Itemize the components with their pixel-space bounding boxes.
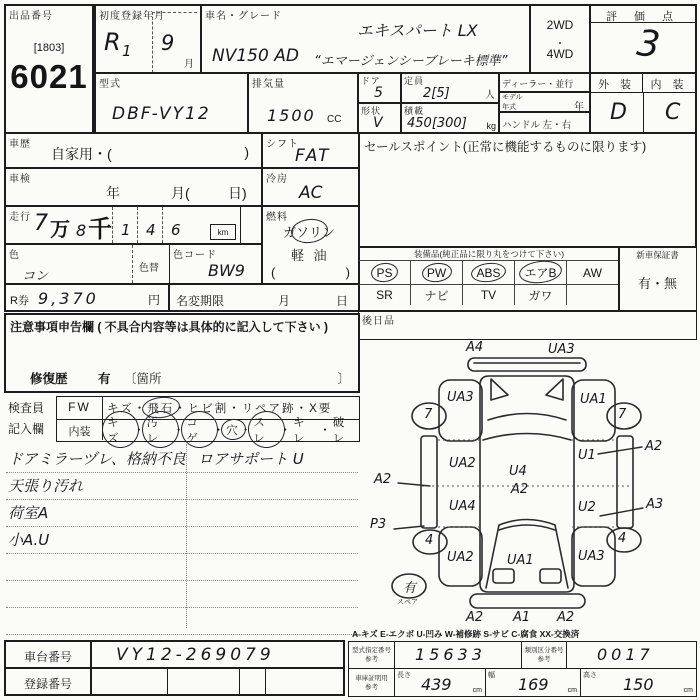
load-value: 450[300]: [407, 116, 467, 131]
dealer-cell: [498, 72, 591, 93]
capacity-value: 2[5]: [423, 86, 450, 101]
inspection-term: コゲ: [186, 414, 212, 446]
shift-cell: [261, 132, 360, 169]
damage-mark: 有: [403, 581, 417, 596]
spare-tire-label: スペア: [397, 599, 418, 606]
inspection-term: ヒビ割: [187, 403, 229, 415]
notes-vertical-divider: [186, 444, 187, 628]
color-change-label: 色替: [139, 263, 159, 274]
inspection-term: 汚レ: [147, 414, 173, 446]
car-name-label: 車名・グレード: [205, 11, 282, 22]
type-class-row: [348, 641, 697, 669]
equipment-item: PW: [411, 260, 463, 284]
history-value: 自家用・(: [51, 146, 112, 162]
fuel-gas-circled: ソリ: [296, 222, 322, 241]
damage-diagram: [352, 336, 700, 628]
garage-label: 車庫証明用: [355, 675, 388, 682]
separator-dot: ・: [133, 403, 148, 415]
note-row: [6, 446, 358, 473]
model-code-value: DBF-VY12: [112, 104, 211, 124]
lot-number-label: 出品番号: [9, 11, 53, 22]
recycle-label: R券: [10, 295, 29, 307]
inspection-term: スレ: [253, 414, 279, 446]
inspection-month: 月(: [171, 185, 190, 201]
fuel-cell: [261, 205, 360, 285]
color-change-cell: [132, 245, 170, 283]
car-note-value: “エマージェンシーブレーキ標準”: [314, 54, 508, 69]
registration-divider-3: [265, 669, 266, 694]
type-no-ref: 参考: [365, 656, 378, 663]
recycle-value: 9,370: [38, 289, 99, 308]
color-label: 色: [9, 250, 20, 261]
note-row: [6, 527, 358, 554]
car-model-value: NV150 AD: [212, 46, 299, 66]
mileage-digit: 4: [146, 221, 156, 239]
displacement-unit: CC: [327, 114, 342, 125]
registration-number-label: 登録番号: [6, 669, 92, 694]
equipment-item: ナビ: [411, 284, 463, 305]
type-no-value: 15633: [415, 645, 486, 664]
damage-mark: U2: [578, 500, 596, 515]
first-reg-year: 1: [122, 42, 132, 60]
model-year-label-2: 年式: [502, 104, 516, 111]
class-no-ref: 参考: [537, 656, 551, 663]
damage-mark: U1: [578, 448, 596, 463]
inspection-year: 年: [106, 185, 120, 201]
inspector-label-1: 検査員: [8, 401, 45, 415]
doors-cell: [357, 72, 402, 104]
inspection-term: 飛石: [147, 400, 174, 416]
damage-mark: A2: [645, 439, 663, 454]
model-code-cell: [94, 72, 249, 134]
length-label: 長さ: [397, 672, 411, 679]
type-no-label-cell: [349, 642, 395, 668]
dealer-label: ディーラー・並行: [502, 79, 574, 89]
note-text-left: 荷室A: [8, 504, 49, 522]
inspection-term: X要: [309, 403, 333, 415]
equipment-item: PS: [359, 260, 411, 284]
separator-dot: ・: [295, 403, 310, 415]
class-no-label-cell: [521, 642, 567, 668]
width-cell: [486, 669, 581, 696]
inspection-term: リペア跡: [241, 403, 296, 415]
width-label: 幅: [488, 672, 495, 679]
damage-mark: UA3: [578, 549, 605, 564]
type-no-label: 型式指定番号: [352, 647, 391, 654]
interior-grade: C: [665, 100, 681, 125]
damage-mark: UA2: [449, 456, 476, 471]
inspector-label-2: 記入欄: [8, 422, 45, 436]
note-row: [6, 554, 358, 581]
length-unit: cm: [472, 687, 482, 694]
separator-dot: ・: [174, 403, 188, 415]
exterior-grade: D: [610, 100, 627, 125]
drive-2wd: 2WD: [546, 18, 574, 32]
history-close-paren: ): [244, 144, 249, 160]
shift-value: FAT: [295, 146, 331, 166]
height-label: 高さ: [583, 672, 597, 679]
color-row: [4, 243, 263, 285]
chassis-number-value: VY12-269079: [116, 645, 275, 665]
garage-label-cell: [349, 669, 395, 696]
warranty-cell: [618, 246, 697, 312]
handle-label: ハンドル 左・右: [502, 120, 572, 131]
name-change-cell: [168, 283, 360, 312]
damage-mark: 7: [618, 407, 627, 422]
fuel-label: 燃料: [266, 212, 288, 223]
load-unit: kg: [486, 121, 496, 131]
fuel-gasoline: [283, 222, 335, 241]
mileage-digit-man: 7: [34, 211, 48, 236]
fuel-gas-post: ン: [322, 225, 336, 240]
doors-label: ドア: [361, 76, 381, 86]
capacity-unit: 人: [485, 90, 495, 101]
ac-value: AC: [299, 183, 323, 203]
color-code-value: BW9: [208, 261, 245, 280]
damage-mark: UA2: [447, 550, 474, 565]
lot-number-cell: [4, 4, 94, 134]
class-no-label: 類別区分番号: [524, 647, 564, 654]
name-change-day: 日: [335, 294, 348, 308]
registration-number-row: [4, 667, 345, 696]
fuel-paren-close: ): [345, 265, 350, 280]
inspection-term: 破レ: [332, 417, 347, 445]
note-text-left: 小A.U: [8, 531, 50, 549]
equipment-item: ABS: [463, 260, 515, 284]
equipment-item: [567, 284, 619, 305]
equipment-item: TV: [463, 284, 515, 305]
mileage-digit-boxes: [112, 207, 187, 243]
damage-mark: A4: [466, 340, 484, 355]
color-value: コン: [22, 269, 49, 284]
history-label: 車歴: [9, 139, 31, 150]
equipment-item: AW: [567, 260, 619, 284]
mileage-digit-cell: [162, 207, 187, 243]
damage-mark: A2: [557, 610, 575, 625]
mileage-sen-unit: 千: [88, 216, 112, 243]
first-reg-month-box: [152, 12, 197, 73]
inspection-term: キレ: [292, 417, 307, 445]
inspection-label: 車検: [9, 174, 31, 185]
mileage-unit-box: km: [210, 224, 236, 240]
score-label: 評 価 点: [591, 6, 695, 23]
ac-cell: [261, 167, 360, 207]
notice-title: 注意事項申告欄 ( 不具合内容等は具体的に記入して下さい ): [10, 320, 328, 334]
displacement-label: 排気量: [252, 79, 285, 90]
inspection-day: 日): [228, 185, 247, 201]
first-reg-era: R: [104, 28, 121, 56]
mileage-digit-cell: [112, 207, 137, 243]
damage-mark: A2: [466, 610, 484, 625]
damage-mark: A2: [511, 482, 529, 497]
garage-dimensions-row: [348, 668, 697, 697]
mileage-digit-cell: [137, 207, 162, 243]
mileage-right-divider: [240, 207, 241, 243]
car-name-cell: [200, 4, 531, 74]
interior-items: [103, 417, 359, 445]
width-unit: cm: [567, 687, 577, 694]
damage-mark: A1: [513, 610, 531, 625]
damage-mark: A2: [374, 472, 392, 487]
first-registration-label: 初度登録年月: [99, 11, 165, 22]
mileage-digit: 6: [171, 221, 181, 239]
equipment-item: エアB: [515, 260, 567, 284]
height-cell: [581, 669, 696, 696]
mileage-digit: 1: [121, 221, 131, 239]
fuel-gas-pre: ガ: [283, 225, 297, 240]
damage-mark: P3: [370, 517, 387, 532]
chassis-number-label: 車台番号: [6, 642, 92, 667]
damage-mark: 4: [618, 531, 627, 546]
separator-dot: ・: [279, 425, 293, 437]
exterior-interior-cell: [589, 72, 697, 134]
score-value: 3: [634, 22, 662, 67]
interior-row-label: 内装: [57, 420, 103, 440]
score-cell: [589, 4, 697, 74]
damage-mark: UA3: [447, 390, 474, 405]
note-row: [6, 608, 358, 635]
exterior-label: 外 装: [591, 74, 643, 93]
model-year-label-1: モデル: [502, 94, 523, 101]
separator-dot: ・: [228, 403, 242, 415]
recycle-unit: 円: [147, 293, 160, 307]
warranty-value: 有・無: [637, 276, 677, 291]
repair-part-open: 〔箇所: [124, 372, 162, 386]
addon-label: 後日品: [362, 316, 395, 327]
inspection-cell: [4, 167, 263, 207]
inspection-term: キズ: [107, 414, 133, 446]
history-cell: [4, 132, 263, 169]
mileage-cell: [4, 205, 263, 245]
fw-row-label: FW: [57, 397, 103, 420]
registration-divider-2: [239, 669, 240, 694]
shift-label: シフト: [266, 139, 299, 150]
name-change-label: 名変期限: [176, 294, 225, 308]
drive-4wd: 4WD: [546, 47, 574, 61]
note-text-right: ロアサポート U: [198, 450, 304, 468]
model-code-label: 型式: [99, 79, 121, 90]
lot-number-value: 6021: [10, 58, 88, 95]
height-value: 150: [623, 675, 654, 694]
separator-dot: ・: [212, 425, 227, 437]
note-row: [6, 500, 358, 527]
width-value: 169: [518, 675, 549, 694]
shape-value: V: [373, 115, 383, 131]
length-cell: [395, 669, 486, 696]
repair-history-value: 有: [98, 372, 111, 386]
separator-dot: ・: [239, 425, 254, 437]
ac-label: 冷房: [266, 174, 288, 185]
damage-mark: A3: [646, 497, 664, 512]
equipment-row-1: [359, 260, 619, 284]
ext-int-divider: [643, 93, 644, 132]
damage-mark: UA3: [548, 342, 575, 357]
drive-dot: ・: [555, 39, 565, 50]
registration-divider-1: [167, 669, 168, 694]
fw-items: [103, 397, 359, 420]
month-suffix: 月: [184, 59, 194, 70]
inspection-term: キズ: [107, 403, 134, 415]
note-text-left: 天張り汚れ: [8, 477, 84, 495]
capacity-label: 定員: [404, 76, 425, 86]
equipment-item: ガワ: [515, 284, 567, 305]
first-registration-cell: [94, 4, 202, 74]
note-row: [6, 473, 358, 500]
car-grade-value: エキスパート LX: [357, 21, 478, 40]
damage-mark: UA1: [507, 553, 534, 568]
color-code-label: 色コード: [173, 250, 217, 261]
equipment-item: SR: [359, 284, 411, 305]
length-value: 439: [421, 675, 452, 694]
inspector-label: [8, 398, 56, 440]
shape-label: 形状: [361, 106, 382, 116]
displacement-cell: [247, 72, 359, 134]
year-suffix: 年: [574, 102, 584, 113]
interior-label: 内 装: [643, 74, 695, 93]
handwritten-notes-area: [6, 446, 358, 635]
note-row: [6, 581, 358, 608]
damage-mark: UA1: [580, 392, 607, 407]
load-label: 積載: [404, 106, 425, 116]
sales-point-label: セールスポイント(正常に機能するものに限ります): [364, 140, 647, 154]
equipment-box: [358, 246, 620, 312]
damage-mark: UA4: [449, 499, 476, 514]
separator-dot: ・: [133, 425, 147, 437]
inspection-term: 穴: [226, 422, 240, 438]
damage-legend: A-キズ E-エクボ U-凹み W-補修跡 S-サビ C-腐食 XX-交換済: [352, 629, 580, 639]
note-text-left: ドアミラーヅレ、格納不良: [8, 450, 186, 468]
damage-mark: 4: [425, 533, 434, 548]
class-no-value: 0017: [597, 645, 654, 664]
color-code-cell: [170, 245, 261, 283]
model-year-cell: [498, 91, 591, 113]
lot-bracket: [1803]: [33, 42, 65, 54]
height-unit: cm: [683, 687, 693, 694]
equipment-row-2: [359, 284, 619, 305]
sales-point-box: [358, 132, 697, 248]
doors-value: 5: [374, 85, 383, 101]
shape-cell: [357, 102, 402, 134]
recycle-ticket-cell: [4, 283, 170, 312]
capacity-cell: [400, 72, 500, 104]
mileage-label: 走行: [9, 212, 31, 223]
repair-part-close: 〕: [337, 372, 350, 386]
damage-mark: U4: [509, 464, 527, 479]
name-change-month: 月: [278, 294, 291, 308]
mileage-man-unit: 万: [50, 219, 70, 241]
fuel-diesel: 軽 油: [291, 248, 330, 263]
handle-cell: [498, 111, 591, 134]
damage-mark: 7: [424, 407, 433, 422]
inspector-table: [56, 396, 360, 445]
mileage-digit-sen: 8: [76, 221, 87, 240]
warranty-label: 新車保証書: [636, 250, 679, 260]
load-cell: [400, 102, 500, 134]
displacement-value: 1500: [267, 106, 316, 125]
garage-ref: 参考: [365, 684, 378, 691]
notice-box: [4, 313, 360, 393]
separator-dot: ・: [319, 425, 333, 437]
drive-type-cell: [529, 4, 591, 74]
first-reg-month: 9: [161, 31, 175, 55]
equipment-header: 装備品(純正品に限り丸をつけて下さい): [413, 249, 565, 259]
fuel-paren-open: (: [271, 265, 276, 280]
separator-dot: ・: [172, 425, 187, 437]
chassis-number-row: [4, 640, 345, 669]
repair-history-label: 修復歴: [30, 372, 68, 386]
